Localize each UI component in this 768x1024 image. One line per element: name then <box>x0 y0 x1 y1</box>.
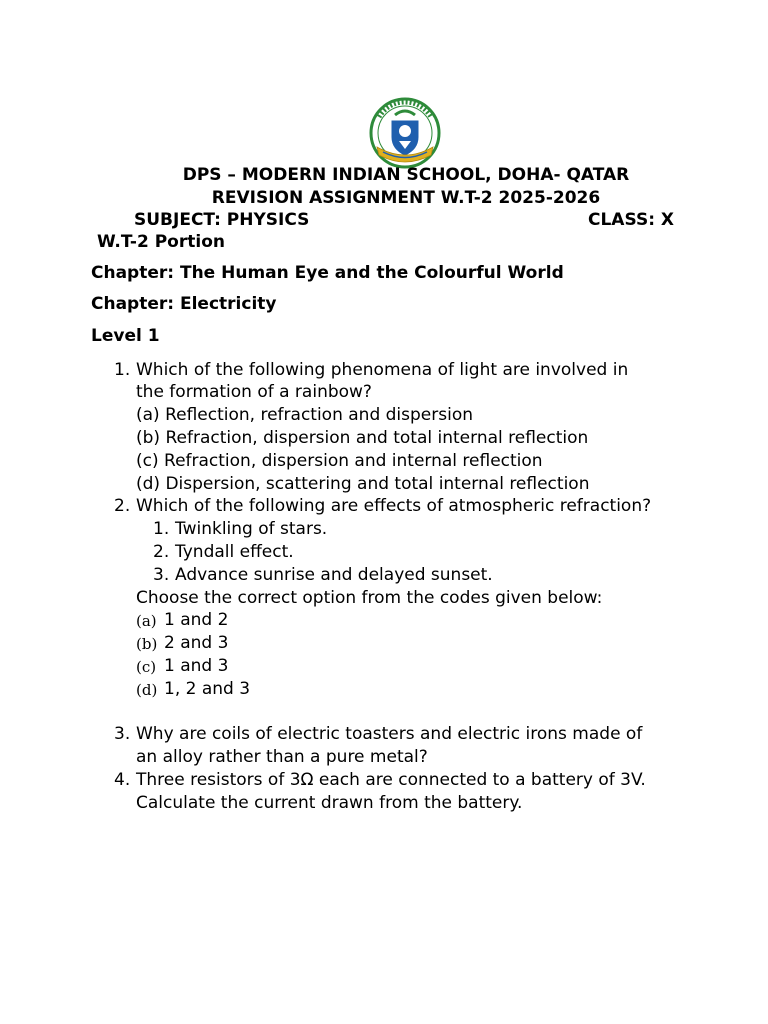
question-3-line-1: Why are coils of electric toasters and electric irons made of <box>136 724 643 744</box>
school-name: DPS – MODERN INDIAN SCHOOL, DOHA- QATAR <box>182 165 630 185</box>
question-2-subitem-2-number: 2. <box>153 542 170 562</box>
question-2-subitem-1: Twinkling of stars. <box>175 519 328 539</box>
question-1-number: 1. <box>114 360 131 380</box>
question-2-option-c-mark: (c) <box>136 658 157 676</box>
question-2-option-d-mark: (d) <box>136 681 158 699</box>
subject-label: SUBJECT: PHYSICS <box>134 210 310 230</box>
question-4-number: 4. <box>114 770 131 790</box>
question-2-option-b: 2 and 3 <box>164 633 229 653</box>
question-2-number: 2. <box>114 496 131 516</box>
question-2-option-c: 1 and 3 <box>164 656 229 676</box>
question-1-option-d: (d) Dispersion, scattering and total internal reflection <box>136 474 590 494</box>
question-2-subitem-3: Advance sunrise and delayed sunset. <box>175 565 493 585</box>
assignment-title: REVISION ASSIGNMENT W.T-2 2025-2026 <box>211 188 601 208</box>
question-2-option-b-mark: (b) <box>136 635 158 653</box>
question-2-subitem-3-number: 3. <box>153 565 170 585</box>
question-1-option-b: (b) Refraction, dispersion and total internal reflection <box>136 428 589 448</box>
chapter-1: Chapter: The Human Eye and the Colourful World <box>91 263 564 283</box>
school-crest-icon <box>365 97 445 169</box>
question-4-line-1: Three resistors of 3Ω each are connected to a battery of 3V. <box>136 770 646 790</box>
question-2-option-d: 1, 2 and 3 <box>164 679 251 699</box>
question-1-line-2: the formation of a rainbow? <box>136 382 372 402</box>
question-4-line-2: Calculate the current drawn from the battery. <box>136 793 523 813</box>
question-2-prompt: Choose the correct option from the codes given below: <box>136 588 603 608</box>
question-2-subitem-1-number: 1. <box>153 519 170 539</box>
question-1-option-c: (c) Refraction, dispersion and internal reflection <box>136 451 543 471</box>
chapter-2: Chapter: Electricity <box>91 294 277 314</box>
level-heading: Level 1 <box>91 326 160 346</box>
question-3-number: 3. <box>114 724 131 744</box>
question-2-option-a: 1 and 2 <box>164 610 229 630</box>
class-label: CLASS: X <box>588 210 675 230</box>
question-2-line-1: Which of the following are effects of atmospheric refraction? <box>136 496 652 516</box>
question-2-option-a-mark: (a) <box>136 612 157 630</box>
portion-label: W.T-2 Portion <box>97 232 225 252</box>
question-1-line-1: Which of the following phenomena of light are involved in <box>136 360 629 380</box>
question-1-option-a: (a) Reflection, refraction and dispersion <box>136 405 474 425</box>
question-2-subitem-2: Tyndall effect. <box>175 542 294 562</box>
question-3-line-2: an alloy rather than a pure metal? <box>136 747 428 767</box>
